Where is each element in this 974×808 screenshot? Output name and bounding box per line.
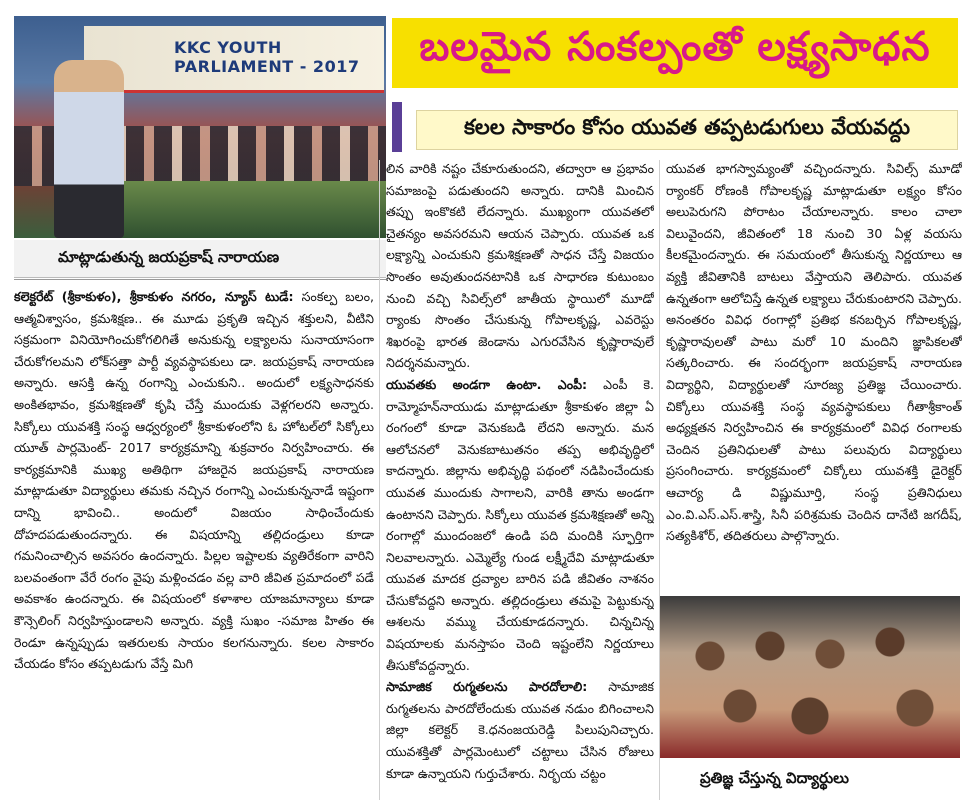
divider: [14, 279, 386, 280]
subheading: యువతకు అండగా ఉంటా. ఎంపీ:: [386, 376, 588, 392]
headline-box: [392, 18, 958, 88]
event-banner: [84, 26, 384, 93]
subheadline-accent: [392, 102, 402, 152]
article-paragraph: [14, 286, 374, 675]
banner-text: KKC YOUTH PARLIAMENT - 2017: [174, 38, 360, 76]
article-column-1: [14, 286, 374, 802]
subheadline-box: [392, 100, 958, 156]
paragraph-text: సామాజిక రుగ్మతలను పారదోలేందుకు యువత నడుం బిగించాలని జిల్లా కలెక్టర్‌ కె.ధనంజయరెడ్డి పిలుపునిచ్చారు. యువశక్తితో పార్లమెంటులో చట్టాలు చేసిన రోజులు కూడా ఉన్నాయని గుర్తుచేశారు. నిర్భయ చట్టం: [386, 679, 654, 781]
article-paragraph: [386, 676, 654, 784]
dateline: కలెక్టరేట్‌ (శ్రీకాకుళం), శ్రీకాకుళం నగరం, న్యూస్‌ టుడే:: [14, 289, 294, 304]
subheadline: కలల సాకారం కోసం యువత తప్పటడుగులు వేయవద్దు: [416, 110, 958, 150]
youth-parliament-photo: [14, 16, 386, 238]
photo-caption: మాట్లాడుతున్న జయప్రకాష్‌ నారాయణ: [14, 240, 386, 278]
photo-caption: ప్రతిజ్ఞ చేస్తున్న విద్యార్థులు: [700, 769, 849, 787]
paragraph-text: సంకల్ప బలం, ఆత్మవిశ్వాసం, క్రమశిక్షణ.. ఈ మూడు ప్రకృతి ఇచ్చిన శక్తులని, వీటిని సక్రమంగా వినియోగించుకోగలిగితే అనుకున్న లక్ష్యాలను సునాయాసంగా చేరుకోగలమని లోక్‌సత్తా పార్టీ వ్యవస్థాపకులు డా. జయప్రకాష్‌ నారాయణ అన్నారు. ఆసక్తి ఉన్న రంగాన్ని ఎంచుకుని.. అందులో లక్ష్యసాధనకు అంకితభావం, క్రమశిక్షణతో కృషి చేస్తే ముందుకు వెళ్లగలరని అన్నారు. సిక్కోలు యువశక్తి సంస్థ ఆధ్వర్యంలో శ్రీకాకుళంలోని ఓ హోటల్‌లో సిక్కోలు యూత్‌ పార్లమెంట్‌- 2017 కార్యక్రమాన్ని శుక్రవారం నిర్వహించారు. ఈ కార్యక్రమానికి ముఖ్య అతిథిగా హాజరైన జయప్రకాష్‌ నారాయణ మాట్లాడుతూ విద్యార్థులు తమకు నచ్చిన రంగాన్ని ఎంచుకున్ననాడే ఇష్టంగా దాన్ని భావించి.. అందులో విజయం సాధించేందుకు దోహదపడుతుందన్నారు. ఈ విషయాన్ని తల్లిదండ్రులు కూడా గమనించాల్సిన అవసరం ఉందన్నారు. పిల్లల ఇష్టాలకు వ్యతిరేకంగా వారిని బలవంతంగా వేరే రంగం వైపు మళ్లించడం వల్ల వారి జీవిత ప్రమాదంలో పడే అవకాశం ఉందన్నారు. ఈ విషయంలో కళాశాల యాజమాన్యాలు కూడా కౌన్సెలింగ్‌ నిర్వహిస్తుండాలని అన్నారు. వ్యక్తి సుఖం -సమాజ హితం ఈ రెండూ ఉన్నప్పుడు ఇతరులకు సాయం కలగనున్నారు. కలల సాకారం చేయడం కోసం తప్పటడుగు వేస్తే మిగి: [14, 289, 374, 672]
article-column-2: [386, 158, 654, 802]
speaker-figure: [54, 60, 124, 238]
article-paragraph: [386, 374, 654, 676]
article-column-3: [666, 158, 962, 588]
subheading: సామాజిక రుగ్మతలను పారదోలాలి:: [386, 679, 588, 695]
column-divider: [379, 160, 380, 800]
paragraph-text: ఎంపీ కె. రామ్మోహన్‌నాయుడు మాట్లాడుతూ శ్రీకాకుళం జిల్లా ఏ రంగంలో కూడా వెనుకబడి లేదని అన్నారు. మన ఆలోచనలో వెనుకబాటుతనం తప్ప అభివృద్ధిలో కాదన్నారు. జిల్లాను అభివృద్ధి పథంలో నడిపించేందుకు యువత ముందుకు సాగాలని, వారికి తాను అండగా ఉంటానని చెప్పారు. సిక్కోలు యువత క్రమశిక్షణతో అన్ని రంగాల్లో ముందంజలో ఉండి పది మందికి స్ఫూర్తిగా నిలవాలన్నారు. ఎమ్మెల్యే గుండ లక్ష్మీదేవి మాట్లాడుతూ యువత మాదక ద్రవ్యాల బారిన పడి జీవితం నాశనం చేసుకోవద్దని అన్నారు. తల్లిదండ్రులు తమపై పెట్టుకున్న ఆశలను వమ్ము చేయకూడదన్నారు. చిన్నచిన్న విషయాలకు మనస్తాపం చెంది ఇష్టంలేని నిర్ణయాలు తీసుకోవద్దన్నారు.: [386, 376, 654, 673]
students-pledge-photo: [660, 596, 960, 758]
stage-table: [114, 181, 386, 238]
headline: బలమైన సంకల్పంతో లక్ష్యసాధన: [419, 24, 931, 70]
article-paragraph: లిన వారికి నష్టం చేకూరుతుందని, తద్వారా ఆ ప్రభావం సమాజంపై పడుతుందని అన్నారు. దానికి మించిన తప్పు ఇంకొకటి లేదన్నారు. ముఖ్యంగా యువతలో చైతన్యం అవసరమని ఆయన చెప్పారు. యువత ఒక లక్ష్యాన్ని ఎంచుకుని క్రమశిక్షణతో సాధన చేస్తే విజయం సొంతం అవుతుందనటానికి ఒక సాధారణ కుటుంబం నుంచి వచ్చి సివిల్స్‌లో జాతీయ స్థాయిలో మూడో ర్యాంకు సొంతం చేసుకున్న గోపాలకృష్ణ, ఎవరెస్టు శిఖరంపై భారత జెండాను ఎగురవేసిన కృష్ణారావులే నిదర్శనమన్నారు.: [386, 161, 654, 371]
article-paragraph: యువత భాగస్వామ్యంతో వచ్చిందన్నారు. సివిల్స్‌ మూడో ర్యాంకర్‌ రోణంకి గోపాలకృష్ణ మాట్లాడుతూ లక్ష్యం కోసం అలుపెరుగని పోరాటం చేయాలన్నారు. కాలం చాలా విలువైందని, జీవితంలో 18 నుంచి 30 ఏళ్ల వయసు కీలకమైందన్నారు. ఈ సమయంలో తీసుకున్న నిర్ణయాలు ఆ వ్యక్తి జీవితానికి బాటలు వేస్తాయని తెలిపారు. యువత ఉన్నతంగా ఆలోచిస్తే ఉన్నత లక్ష్యాలు చేరుకుంటారని చెప్పారు. అనంతరం వివిధ రంగాల్లో ప్రతిభ కనబర్చిన గోపాలకృష్ణ, కృష్ణారావులతో పాటు మరో 10 మందిని జ్ఞాపికలతో సత్కరించారు. ఈ సందర్భంగా జయప్రకాష్‌ నారాయణ విద్యార్థిని, విద్యార్థులతో సూరజ్య ప్రతిజ్ఞ చేయించారు. చిక్కోలు యువశక్తి సంస్థ వ్యవస్థాపకులు గీతాశ్రీకాంత్‌ అధ్యక్షతన నిర్వహించిన ఈ కార్యక్రమంలో వివిధ రంగాలకు చెందిన ప్రతినిధులతో పాటు పలువురు విద్యార్థులు ప్రసంగించారు. కార్యక్రమంలో చిక్కోలు యువశక్తి డైరెక్టర్‌ ఆచార్య డి విష్ణుమూర్తి, సంస్థ ప్రతినిధులు ఎం.వి.ఎస్‌.ఎస్‌.శాస్త్రి, సినీ పరిశ్రమకు చెందిన దానేటి జగదీష్‌, సత్యకిశోర్‌, తదితరులు పాల్గొన్నారు.: [666, 161, 962, 544]
